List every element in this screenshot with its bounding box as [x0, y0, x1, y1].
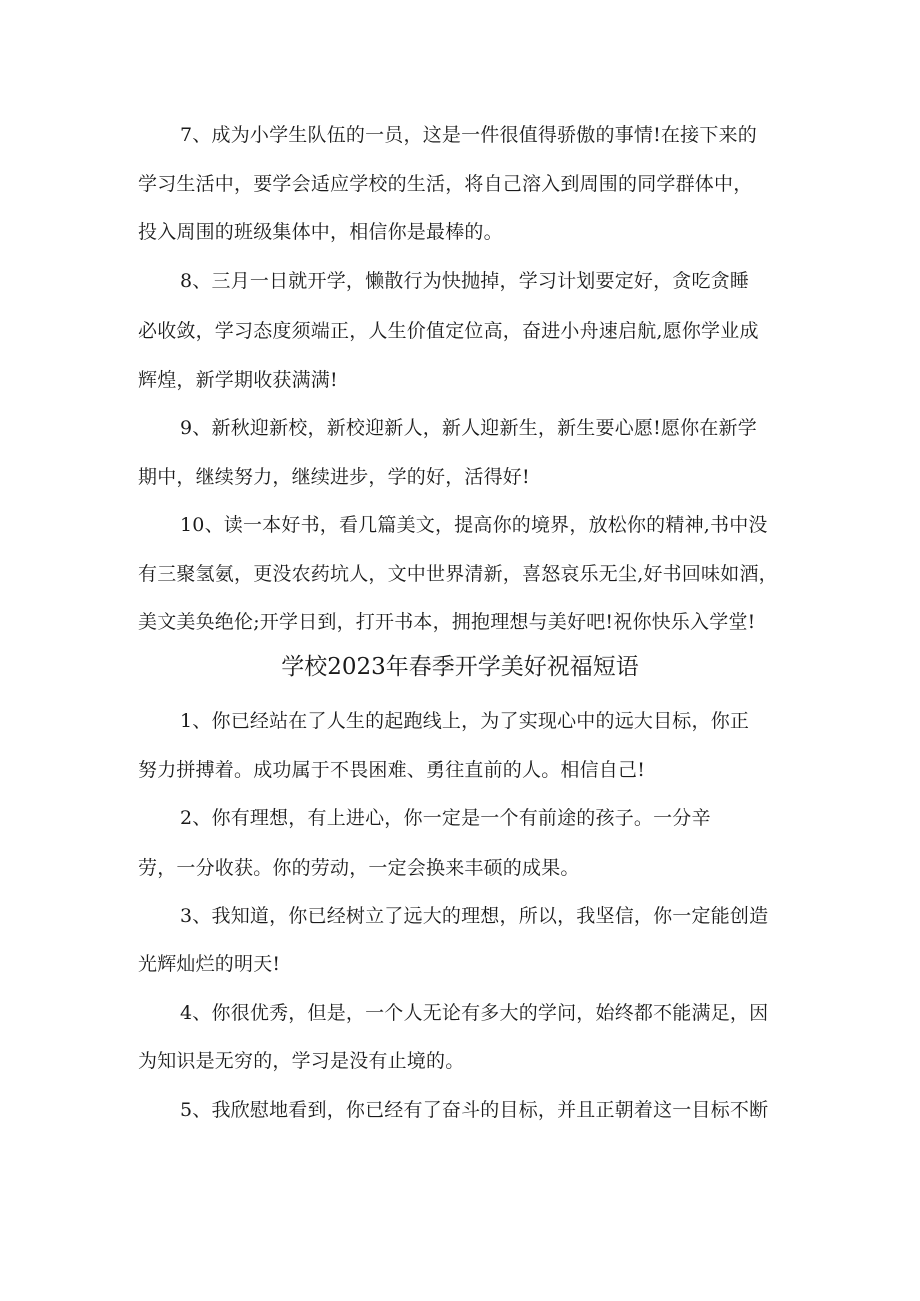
paragraph-line: 努力拼搏着。成功属于不畏困难、勇往直前的人。相信自己!	[138, 759, 646, 781]
paragraph-line: 5、我欣慰地看到，你已经有了奋斗的目标，并且正朝着这一目标不断	[180, 1099, 769, 1121]
section-title: 学校2023年春季开学美好祝福短语	[281, 654, 639, 680]
paragraph-line: 有三聚氢氨，更没农药坑人，文中世界清新，喜怒哀乐无尘,好书回味如酒，	[138, 563, 778, 585]
paragraph-line: 4、你很优秀，但是，一个人无论有多大的学问，始终都不能满足，因	[180, 1002, 769, 1024]
paragraph-line: 1、你已经站在了人生的起跑线上，为了实现心中的远大目标，你正	[180, 710, 750, 732]
paragraph-line: 2、你有理想，有上进心，你一定是一个有前途的孩子。一分辛	[180, 807, 711, 829]
paragraph-line: 8、三月一日就开学，懒散行为快抛掉，学习计划要定好，贪吃贪睡	[180, 270, 750, 292]
paragraph-line: 9、新秋迎新校，新校迎新人，新人迎新生，新生要心愿!愿你在新学	[180, 417, 757, 439]
paragraph-line: 10、读一本好书，看几篇美文，提高你的境界，放松你的精神,书中没	[180, 514, 768, 536]
paragraph-line: 期中，继续努力，继续进步，学的好，活得好!	[138, 466, 530, 488]
paragraph-line: 辉煌，新学期收获满满!	[138, 369, 338, 391]
paragraph-line: 劳，一分收获。你的劳动，一定会换来丰硕的成果。	[138, 857, 580, 879]
paragraph-line: 为知识是无穷的，学习是没有止境的。	[138, 1050, 465, 1072]
paragraph-line: 投入周围的班级集体中，相信你是最棒的。	[138, 221, 503, 243]
paragraph-line: 必收敛，学习态度须端正，人生价值定位高，奋进小舟速启航,愿你学业成	[138, 320, 759, 342]
paragraph-line: 美文美奂绝伦;开学日到，打开书本，拥抱理想与美好吧!祝你快乐入学堂!	[138, 611, 756, 633]
paragraph-line: 7、成为小学生队伍的一员，这是一件很值得骄傲的事情!在接下来的	[180, 124, 757, 146]
paragraph-line: 3、我知道，你已经树立了远大的理想，所以，我坚信，你一定能创造	[180, 905, 769, 927]
paragraph-line: 学习生活中，要学会适应学校的生活，将自己溶入到周围的同学群体中，	[138, 173, 753, 195]
paragraph-line: 光辉灿烂的明天!	[138, 953, 281, 975]
